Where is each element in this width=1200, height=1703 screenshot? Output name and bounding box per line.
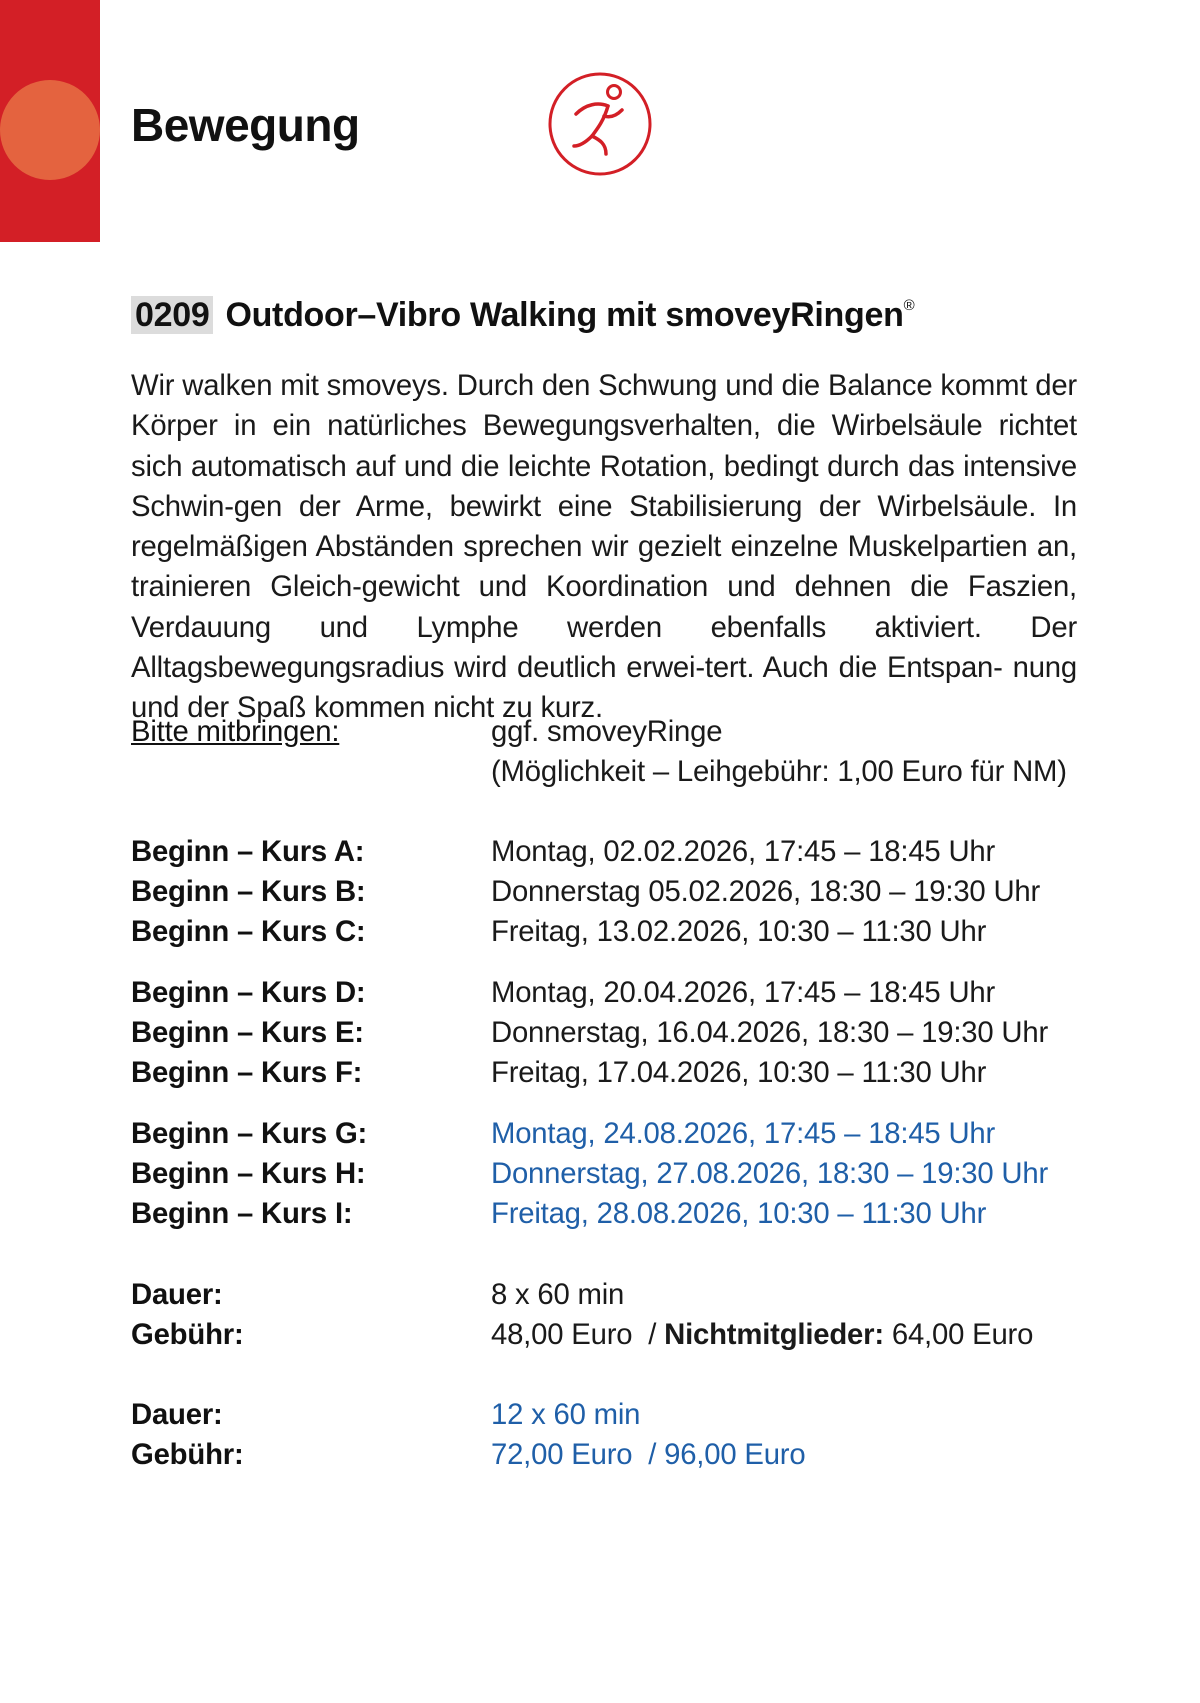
duration-value: 12 x 60 min: [491, 1398, 641, 1431]
schedule-value: Donnerstag 05.02.2026, 18:30 – 19:30 Uhr: [491, 875, 1041, 908]
schedule-value: Donnerstag, 27.08.2026, 18:30 – 19:30 Uhr: [491, 1157, 1048, 1190]
duration-label: Dauer:: [131, 1398, 223, 1431]
running-person-icon: [546, 70, 654, 178]
section-title: Bewegung: [131, 99, 360, 151]
schedule-value: Montag, 20.04.2026, 17:45 – 18:45 Uhr: [491, 976, 996, 1009]
duration-value: 8 x 60 min: [491, 1278, 625, 1311]
schedule-label: Beginn – Kurs C:: [131, 915, 366, 948]
schedule-label: Beginn – Kurs F:: [131, 1056, 363, 1089]
fee-value: [491, 1315, 1033, 1355]
schedule-value: Freitag, 28.08.2026, 10:30 – 11:30 Uhr: [491, 1197, 987, 1230]
schedule-label: Beginn – Kurs I:: [131, 1197, 353, 1230]
schedule-value: Donnerstag, 16.04.2026, 18:30 – 19:30 Uhr: [491, 1016, 1048, 1049]
schedule-label: Beginn – Kurs G:: [131, 1117, 368, 1150]
schedule-value: Freitag, 13.02.2026, 10:30 – 11:30 Uhr: [491, 915, 987, 948]
course-description: Wir walken mit smoveys. Durch den Schwung und die Balance kommt der Körper in ein natürliches Bewegungsverhalten, die Wirbelsäule richtet sich automatisch auf und die leichte Rotation, bedingt durch das intensive Schwin-gen der Arme, bewirkt eine Stabilisierung der Wirbelsäule. In regelmäßigen Abständen sprechen wir gezielt einzelne Muskelpartien an, trainieren Gleich-gewicht und Koordination und dehnen die Faszien, Verdauung und Lymphe werden ebenfalls aktiviert. Der Alltagsbewegungsradius wird deutlich erwei-tert. Auch die Entspan- nung und der Spaß kommen nicht zu kurz.: [131, 369, 1077, 725]
course-number: 0209: [131, 296, 213, 334]
schedule-value: Montag, 24.08.2026, 17:45 – 18:45 Uhr: [491, 1117, 996, 1150]
schedule-value: Freitag, 17.04.2026, 10:30 – 11:30 Uhr: [491, 1056, 987, 1089]
schedule-label: Beginn – Kurs H:: [131, 1157, 366, 1190]
section-dot: [0, 80, 100, 180]
registered-mark: ®: [903, 296, 915, 314]
schedule-label: Beginn – Kurs D:: [131, 976, 366, 1009]
duration-label: Dauer:: [131, 1278, 223, 1311]
bring-value-1: ggf. smoveyRinge: [491, 715, 723, 748]
schedule-value: Montag, 02.02.2026, 17:45 – 18:45 Uhr: [491, 835, 996, 868]
course-heading: [131, 296, 914, 335]
schedule-label: Beginn – Kurs B:: [131, 875, 366, 908]
schedule-label: Beginn – Kurs E:: [131, 1016, 364, 1049]
fee-label: Gebühr:: [131, 1318, 244, 1351]
fee-label: Gebühr:: [131, 1438, 244, 1471]
nonmember-label: Nichtmitglieder:: [664, 1318, 884, 1351]
fee-value: 72,00 Euro / 96,00 Euro: [491, 1438, 806, 1471]
bring-label: Bitte mitbringen:: [131, 715, 340, 748]
member-fee: 48,00 Euro /: [491, 1318, 665, 1351]
nonmember-fee: 64,00 Euro: [883, 1318, 1034, 1351]
bring-value-2: (Möglichkeit – Leihgebühr: 1,00 Euro für NM): [491, 755, 1067, 788]
course-title: Outdoor–Vibro Walking mit smoveyRingen: [225, 296, 904, 334]
schedule-label: Beginn – Kurs A:: [131, 835, 365, 868]
